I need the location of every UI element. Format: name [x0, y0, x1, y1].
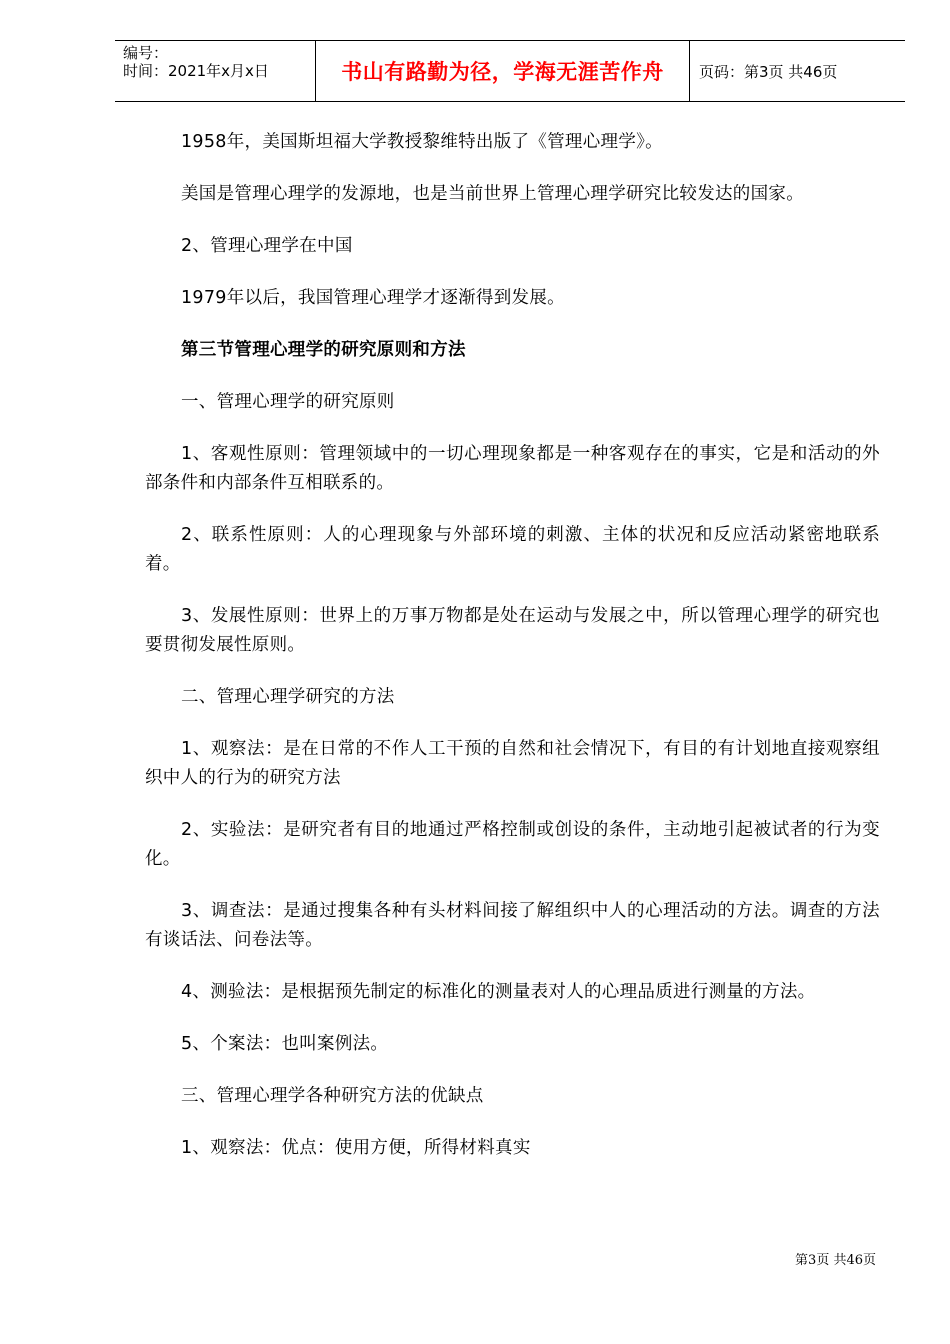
page-footer: 第3页 共46页 — [795, 1253, 876, 1268]
paragraph: 2、联系性原则：人的心理现象与外部环境的刺激、主体的状况和反应活动紧密地联系着。 — [145, 525, 880, 574]
paragraph: 2、管理心理学在中国 — [181, 236, 353, 256]
paragraph: 3、发展性原则：世界上的万事万物都是处在运动与发展之中，所以管理心理学的研究也要贯彻发展性原则。 — [145, 606, 880, 655]
paragraph: 二、管理心理学研究的方法 — [181, 687, 395, 707]
header-time-label: 时间：2021年x月x日 — [123, 62, 269, 80]
paragraph: 一、管理心理学的研究原则 — [181, 392, 395, 412]
paragraph: 2、实验法：是研究者有目的地通过严格控制或创设的条件，主动地引起被试者的行为变化。 — [145, 820, 880, 869]
paragraph: 1958年，美国斯坦福大学教授黎维特出版了《管理心理学》。 — [181, 132, 663, 152]
paragraph: 美国是管理心理学的发源地，也是当前世界上管理心理学研究比较发达的国家。 — [181, 184, 804, 204]
paragraph: 3、调查法：是通过搜集各种有头材料间接了解组织中人的心理活动的方法。调查的方法有谈话法、问卷法等。 — [145, 901, 880, 950]
header-page-info: 页码：第3页 共46页 — [699, 62, 838, 81]
section-heading: 第三节管理心理学的研究原则和方法 — [181, 340, 466, 360]
paragraph: 5、个案法：也叫案例法。 — [181, 1034, 389, 1054]
paragraph: 1979年以后，我国管理心理学才逐渐得到发展。 — [181, 288, 565, 308]
header-page-cell — [690, 41, 905, 101]
header-slogan-cell — [316, 41, 690, 101]
paragraph: 三、管理心理学各种研究方法的优缺点 — [181, 1086, 484, 1106]
paragraph: 4、测验法：是根据预先制定的标准化的测量表对人的心理品质进行测量的方法。 — [181, 982, 816, 1002]
paragraph: 1、观察法：优点：使用方便，所得材料真实 — [181, 1138, 531, 1158]
paragraph: 1、客观性原则：管理领域中的一切心理现象都是一种客观存在的事实，它是和活动的外部条件和内部条件互相联系的。 — [145, 444, 880, 493]
paragraph: 1、观察法：是在日常的不作人工干预的自然和社会情况下，有目的有计划地直接观察组织中人的行为的研究方法 — [145, 739, 880, 788]
header-code-label: 编号： — [123, 44, 169, 62]
document-header — [115, 40, 905, 102]
header-meta-cell — [115, 41, 316, 101]
document-body — [145, 128, 880, 1186]
header-slogan: 书山有路勤为径，学海无涯苦作舟 — [341, 60, 664, 84]
